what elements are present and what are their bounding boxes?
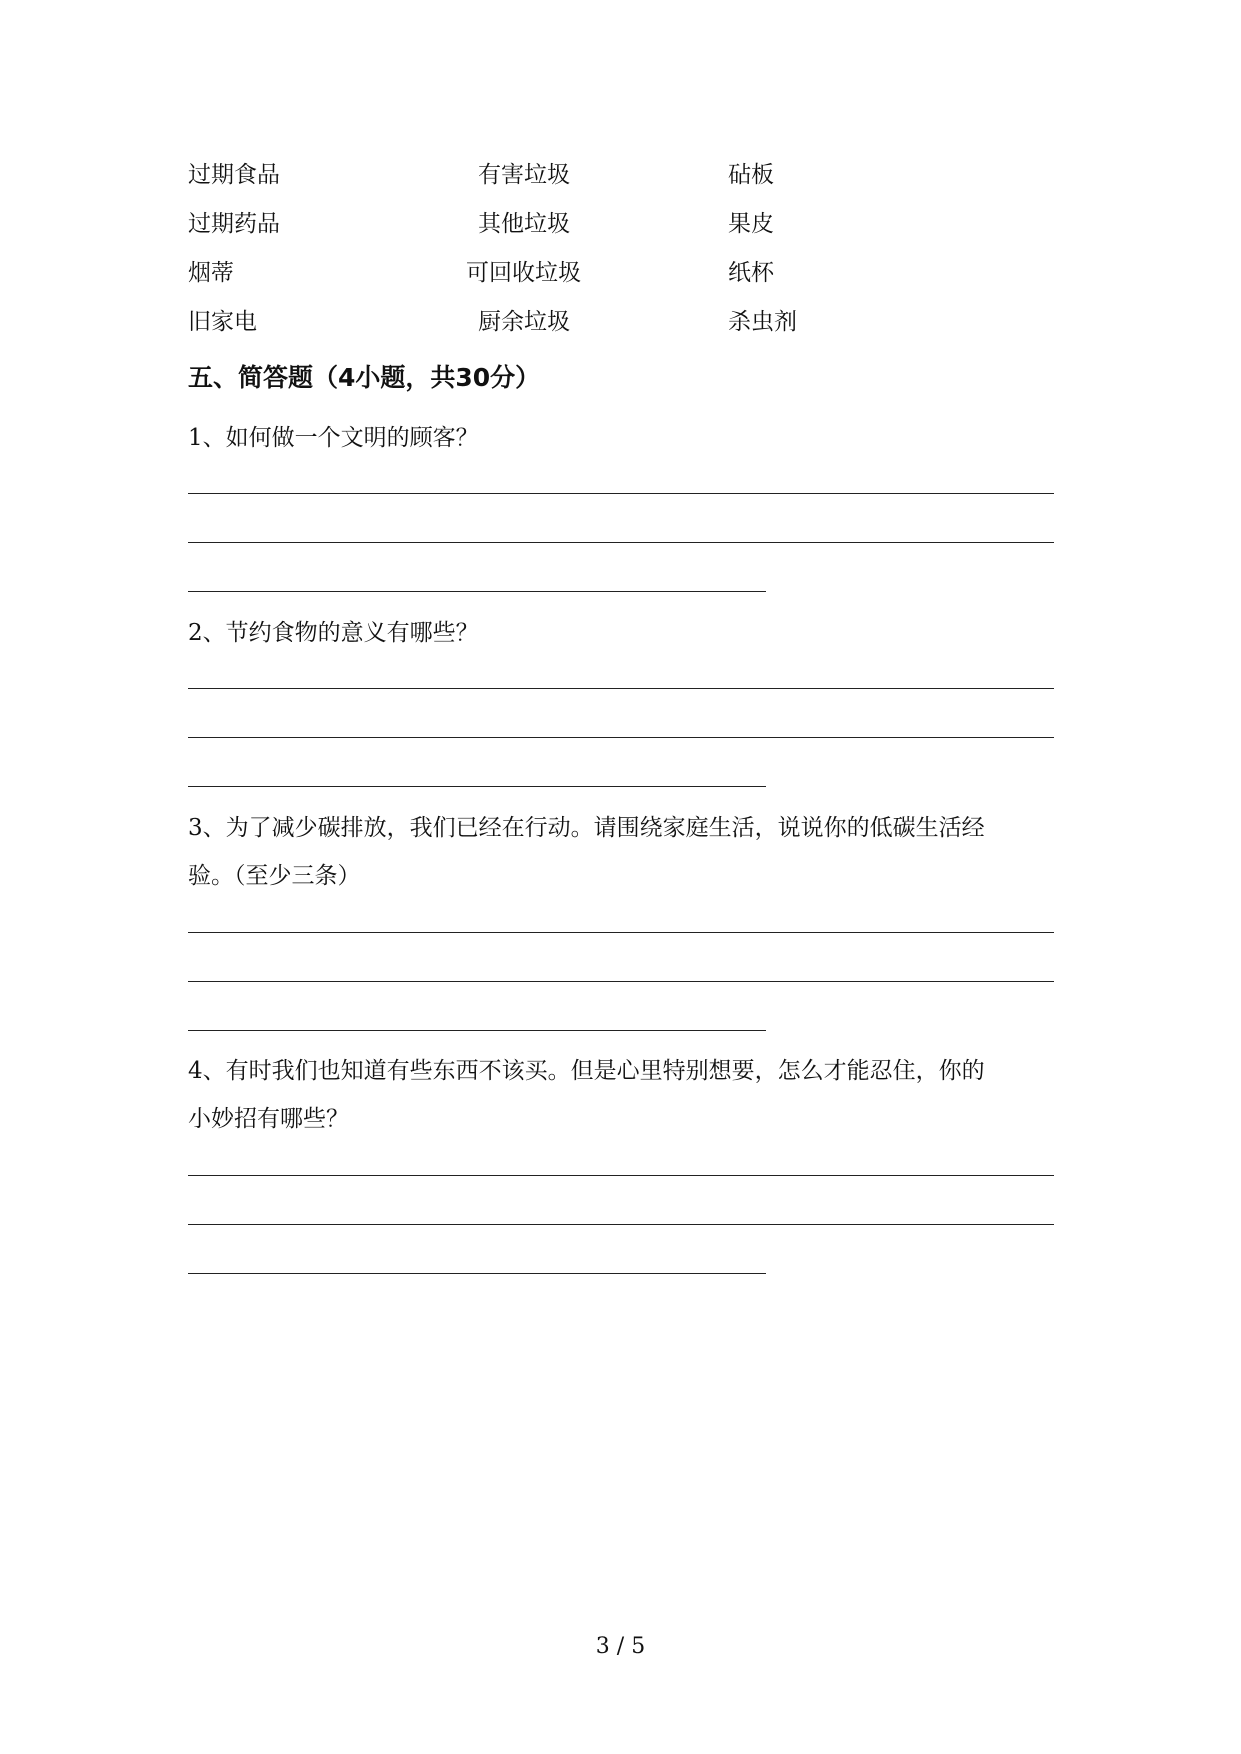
answer-line[interactable] (188, 1273, 766, 1274)
table-cell: 厨余垃圾 (478, 309, 570, 335)
answer-line[interactable] (188, 1030, 766, 1031)
question-text: 1、如何做一个文明的顾客？ (188, 425, 479, 451)
table-cell: 其他垃圾 (478, 211, 570, 237)
answer-line[interactable] (188, 1224, 1054, 1225)
table-cell: 砧板 (728, 162, 774, 188)
question-text-continued: 小妙招有哪些？ (188, 1106, 349, 1132)
answer-line[interactable] (188, 542, 1054, 543)
table-cell: 过期食品 (188, 162, 280, 188)
table-cell: 可回收垃圾 (466, 260, 581, 286)
question-text: 4、有时我们也知道有些东西不该买。但是心里特别想要，怎么才能忍住，你的 (188, 1058, 985, 1084)
question-2 (188, 609, 1054, 657)
page-number: 3 / 5 (595, 1634, 646, 1659)
table-cell: 过期药品 (188, 211, 280, 237)
table-cell: 纸杯 (728, 260, 774, 286)
table-cell: 烟蒂 (188, 260, 234, 286)
question-text-continued: 验。（至少三条） (188, 863, 361, 889)
question-text: 2、节约食物的意义有哪些？ (188, 620, 479, 646)
question-4 (188, 1047, 1054, 1143)
table-cell: 杀虫剂 (728, 309, 797, 335)
table-cell: 有害垃圾 (478, 162, 570, 188)
question-1 (188, 414, 1054, 462)
answer-line[interactable] (188, 786, 766, 787)
answer-line[interactable] (188, 493, 1054, 494)
question-3 (188, 804, 1054, 900)
answer-line[interactable] (188, 591, 766, 592)
answer-line[interactable] (188, 1175, 1054, 1176)
answer-line[interactable] (188, 737, 1054, 738)
table-cell: 旧家电 (188, 309, 257, 335)
table-cell: 果皮 (728, 211, 774, 237)
answer-line[interactable] (188, 688, 1054, 689)
answer-line[interactable] (188, 932, 1054, 933)
section-title: 五、简答题（4小题，共30分） (188, 363, 541, 392)
answer-line[interactable] (188, 981, 1054, 982)
question-text: 3、为了减少碳排放，我们已经在行动。请围绕家庭生活，说说你的低碳生活经 (188, 815, 985, 841)
